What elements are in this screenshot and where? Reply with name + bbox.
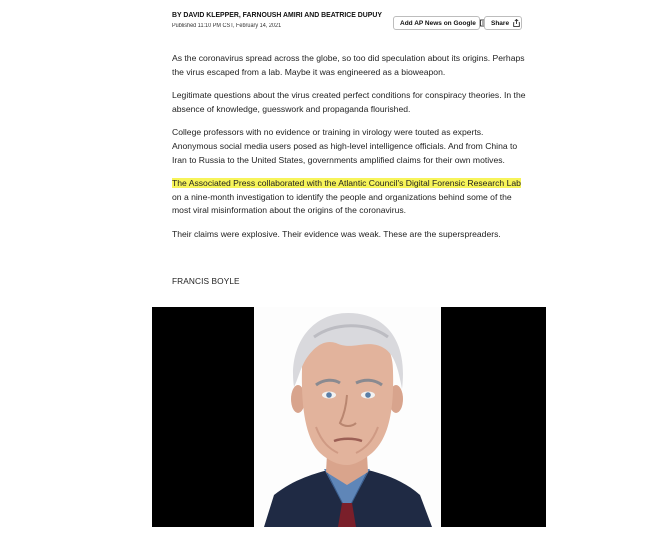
paragraph-rest: on a nine-month investigation to identify the people and organizations behind some of the most viral misinformation about the origins of the coronavirus. xyxy=(172,191,512,216)
paragraph: College professors with no evidence or training in virology were touted as experts. Anonymous social media users posed as high-level intelligence officials. And from China to Iran to Russia to the United States, governments amplified claims for their own motives. xyxy=(172,127,518,165)
highlighted-link[interactable]: The Associated Press collaborated with the Atlantic Council's Digital Forensic Research Lab xyxy=(172,178,521,189)
paragraph-highlighted xyxy=(172,177,530,218)
byline: BY DAVID KLEPPER, FARNOUSH AMIRI AND BEATRICE DUPUY xyxy=(172,10,382,19)
share-button[interactable] xyxy=(484,16,522,30)
paragraph: As the coronavirus spread across the globe, so too did speculation about its origins. Perhaps the virus escaped from a lab. Maybe it was engineered as a bioweapon. xyxy=(172,53,525,77)
add-ap-news-label: Add AP News on Google xyxy=(400,19,476,27)
portrait-photo xyxy=(152,307,546,527)
share-label: Share xyxy=(491,19,510,27)
add-ap-news-google-button[interactable] xyxy=(393,16,480,30)
share-icon xyxy=(513,19,520,27)
portrait-image xyxy=(254,307,441,527)
paragraph: Legitimate questions about the virus created perfect conditions for conspiracy theories. In the absence of knowledge, guesswork and propaganda flourished. xyxy=(172,90,526,114)
published-date: Published 11:10 PM CST, February 14, 2021 xyxy=(172,23,282,29)
article-body xyxy=(172,52,530,252)
section-name: FRANCIS BOYLE xyxy=(172,276,240,286)
paragraph: Their claims were explosive. Their evidence was weak. These are the superspreaders. xyxy=(172,228,501,239)
